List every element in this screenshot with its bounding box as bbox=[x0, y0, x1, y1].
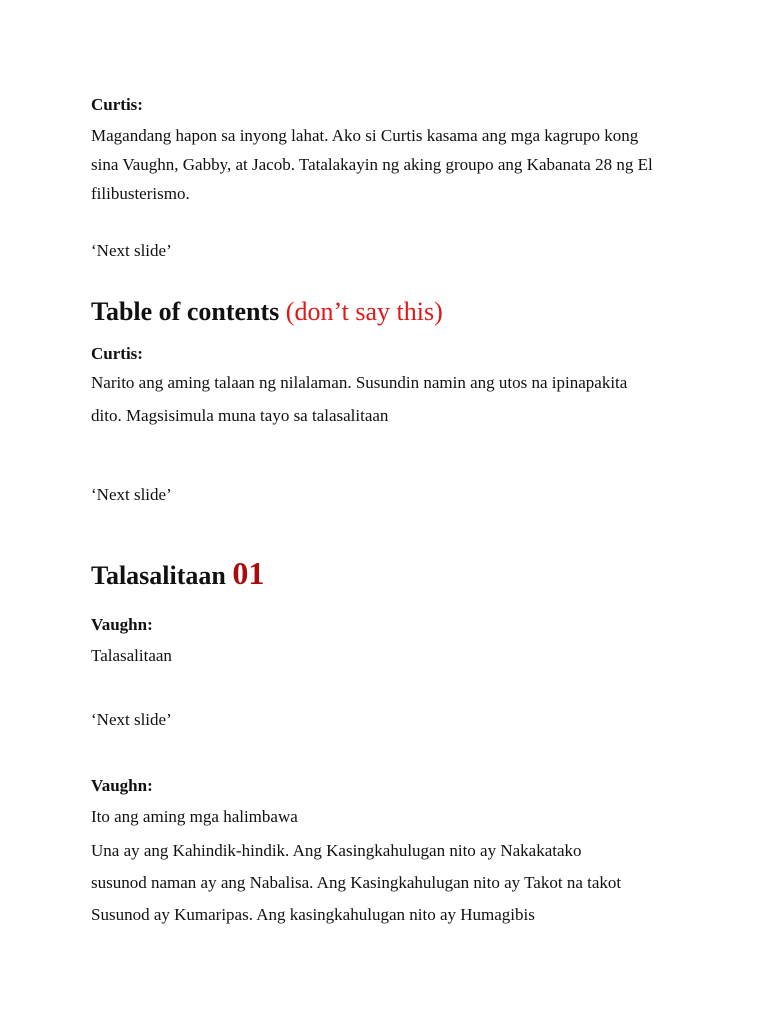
speaker-label: Curtis: bbox=[91, 95, 143, 114]
heading-note: (don’t say this) bbox=[285, 297, 443, 326]
body-line: dito. Magsisimula muna tayo sa talasalitaan bbox=[91, 406, 389, 425]
speaker-label: Curtis: bbox=[91, 344, 143, 363]
section-heading bbox=[91, 557, 264, 592]
slide-cue: ‘Next slide’ bbox=[91, 485, 172, 504]
slide-cue: ‘Next slide’ bbox=[91, 710, 172, 729]
heading-title: Table of contents bbox=[91, 297, 280, 326]
body-line: Narito ang aming talaan ng nilalaman. Susundin namin ang utos na ipinapakita bbox=[91, 373, 628, 392]
body-line: Susunod ay Kumaripas. Ang kasingkahulugan nito ay Humagibis bbox=[91, 905, 535, 924]
body-line: susunod naman ay ang Nabalisa. Ang Kasingkahulugan nito ay Takot na takot bbox=[91, 873, 622, 892]
body-line: Una ay ang Kahindik-hindik. Ang Kasingkahulugan nito ay Nakakatako bbox=[91, 841, 582, 860]
body-line: Magandang hapon sa inyong lahat. Ako si Curtis kasama ang mga kagrupo kong bbox=[91, 126, 639, 145]
speaker-label: Vaughn: bbox=[91, 776, 153, 795]
heading-number: 01 bbox=[232, 555, 265, 591]
slide-cue: ‘Next slide’ bbox=[91, 241, 172, 260]
body-line: sina Vaughn, Gabby, at Jacob. Tatalakayin ng aking groupo ang Kabanata 28 ng El bbox=[91, 155, 653, 174]
body-line: Ito ang aming mga halimbawa bbox=[91, 807, 298, 826]
body-line: filibusterismo. bbox=[91, 184, 190, 203]
speaker-label: Vaughn: bbox=[91, 615, 153, 634]
section-heading bbox=[91, 296, 443, 328]
body-line: Talasalitaan bbox=[91, 646, 172, 665]
heading-title: Talasalitaan bbox=[91, 561, 226, 590]
